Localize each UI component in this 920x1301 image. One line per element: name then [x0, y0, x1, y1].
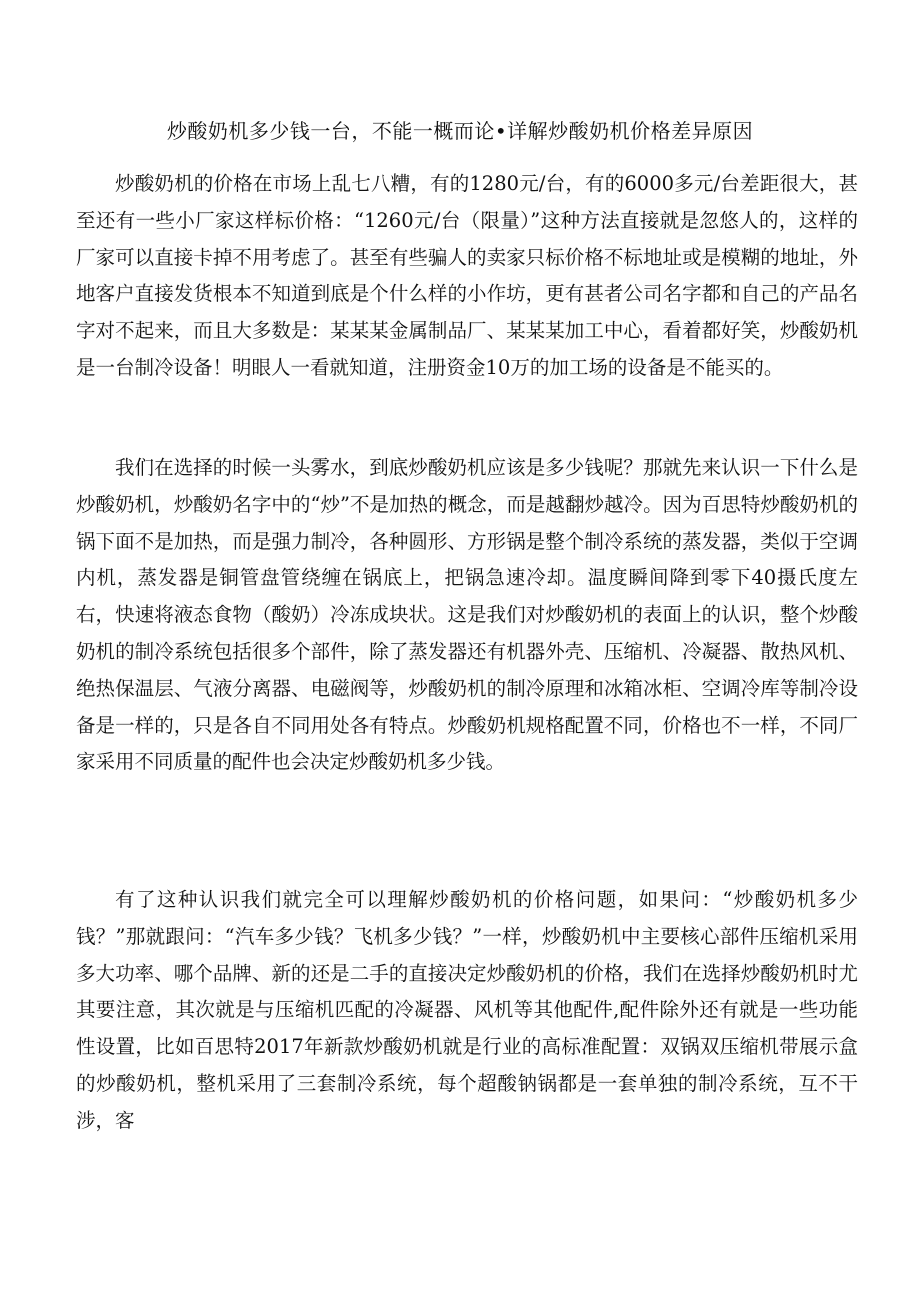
paragraph-price-chaos: 炒酸奶机的价格在市场上乱七八糟，有的1280元/台，有的6000多元/台差距很大，甚至还有一些小厂家这样标价格：“1260元/台（限量）”这种方法直接就是忽悠人的，这样的厂家可以直接卡掉不用考虑了。甚至有些骗人的卖家只标价格不标地址或是模糊的地址，外地客户直接发货根本不知道到底是个什么样的小作坊，更有甚者公司名字都和自己的产品名字对不起来，而且大多数是：某某某金属制品厂、某某某加工中心，看着都好笑，炒酸奶机是一台制冷设备！明眼人一看就知道，注册资金10万的加工场的设备是不能买的。: [76, 172, 858, 379]
paragraph-what-is-machine: 我们在选择的时候一头雾水，到底炒酸奶机应该是多少钱呢？那就先来认识一下什么是炒酸奶机，炒酸奶名字中的“炒”不是加热的概念，而是越翻炒越冷。因为百思特炒酸奶机的锅下面不是加热，而是强力制冷，各种圆形、方形锅是整个制冷系统的蒸发器，类似于空调内机，蒸发器是铜管盘管绕缠在锅底上，把锅急速冷却。温度瞬间降到零下40摄氏度左右，快速将液态食物（酸奶）冷冻成块状。这是我们对炒酸奶机的表面上的认识，整个炒酸奶机的制冷系统包括很多个部件，除了蒸发器还有机器外壳、压缩机、冷凝器、散热风机、绝热保温层、气液分离器、电磁阀等，炒酸奶机的制冷原理和冰箱冰柜、空调冷库等制冷设备是一样的，只是各自不同用处各有特点。炒酸奶机规格配置不同，价格也不一样，不同厂家采用不同质量的配件也会决定炒酸奶机多少钱。: [76, 456, 858, 774]
document-title: 炒酸奶机多少钱一台，不能一概而论•详解炒酸奶机价格差异原因: [166, 119, 754, 143]
paragraph-price-factors: 有了这种认识我们就完全可以理解炒酸奶机的价格问题，如果问：“炒酸奶机多少钱？”那就跟问：“汽车多少钱？飞机多少钱？”一样，炒酸奶机中主要核心部件压缩机采用多大功率、哪个品牌、新的还是二手的直接决定炒酸奶机的价格，我们在选择炒酸奶机时尤其要注意，其次就是与压缩机匹配的冷凝器、风机等其他配件,配件除外还有就是一些功能性设置，比如百思特2017年新款炒酸奶机就是行业的高标准配置：双锅双压缩机带展示盒的炒酸奶机，整机采用了三套制冷系统，每个超酸钠锅都是一套单独的制冷系统，互不干涉，客: [76, 888, 858, 1132]
